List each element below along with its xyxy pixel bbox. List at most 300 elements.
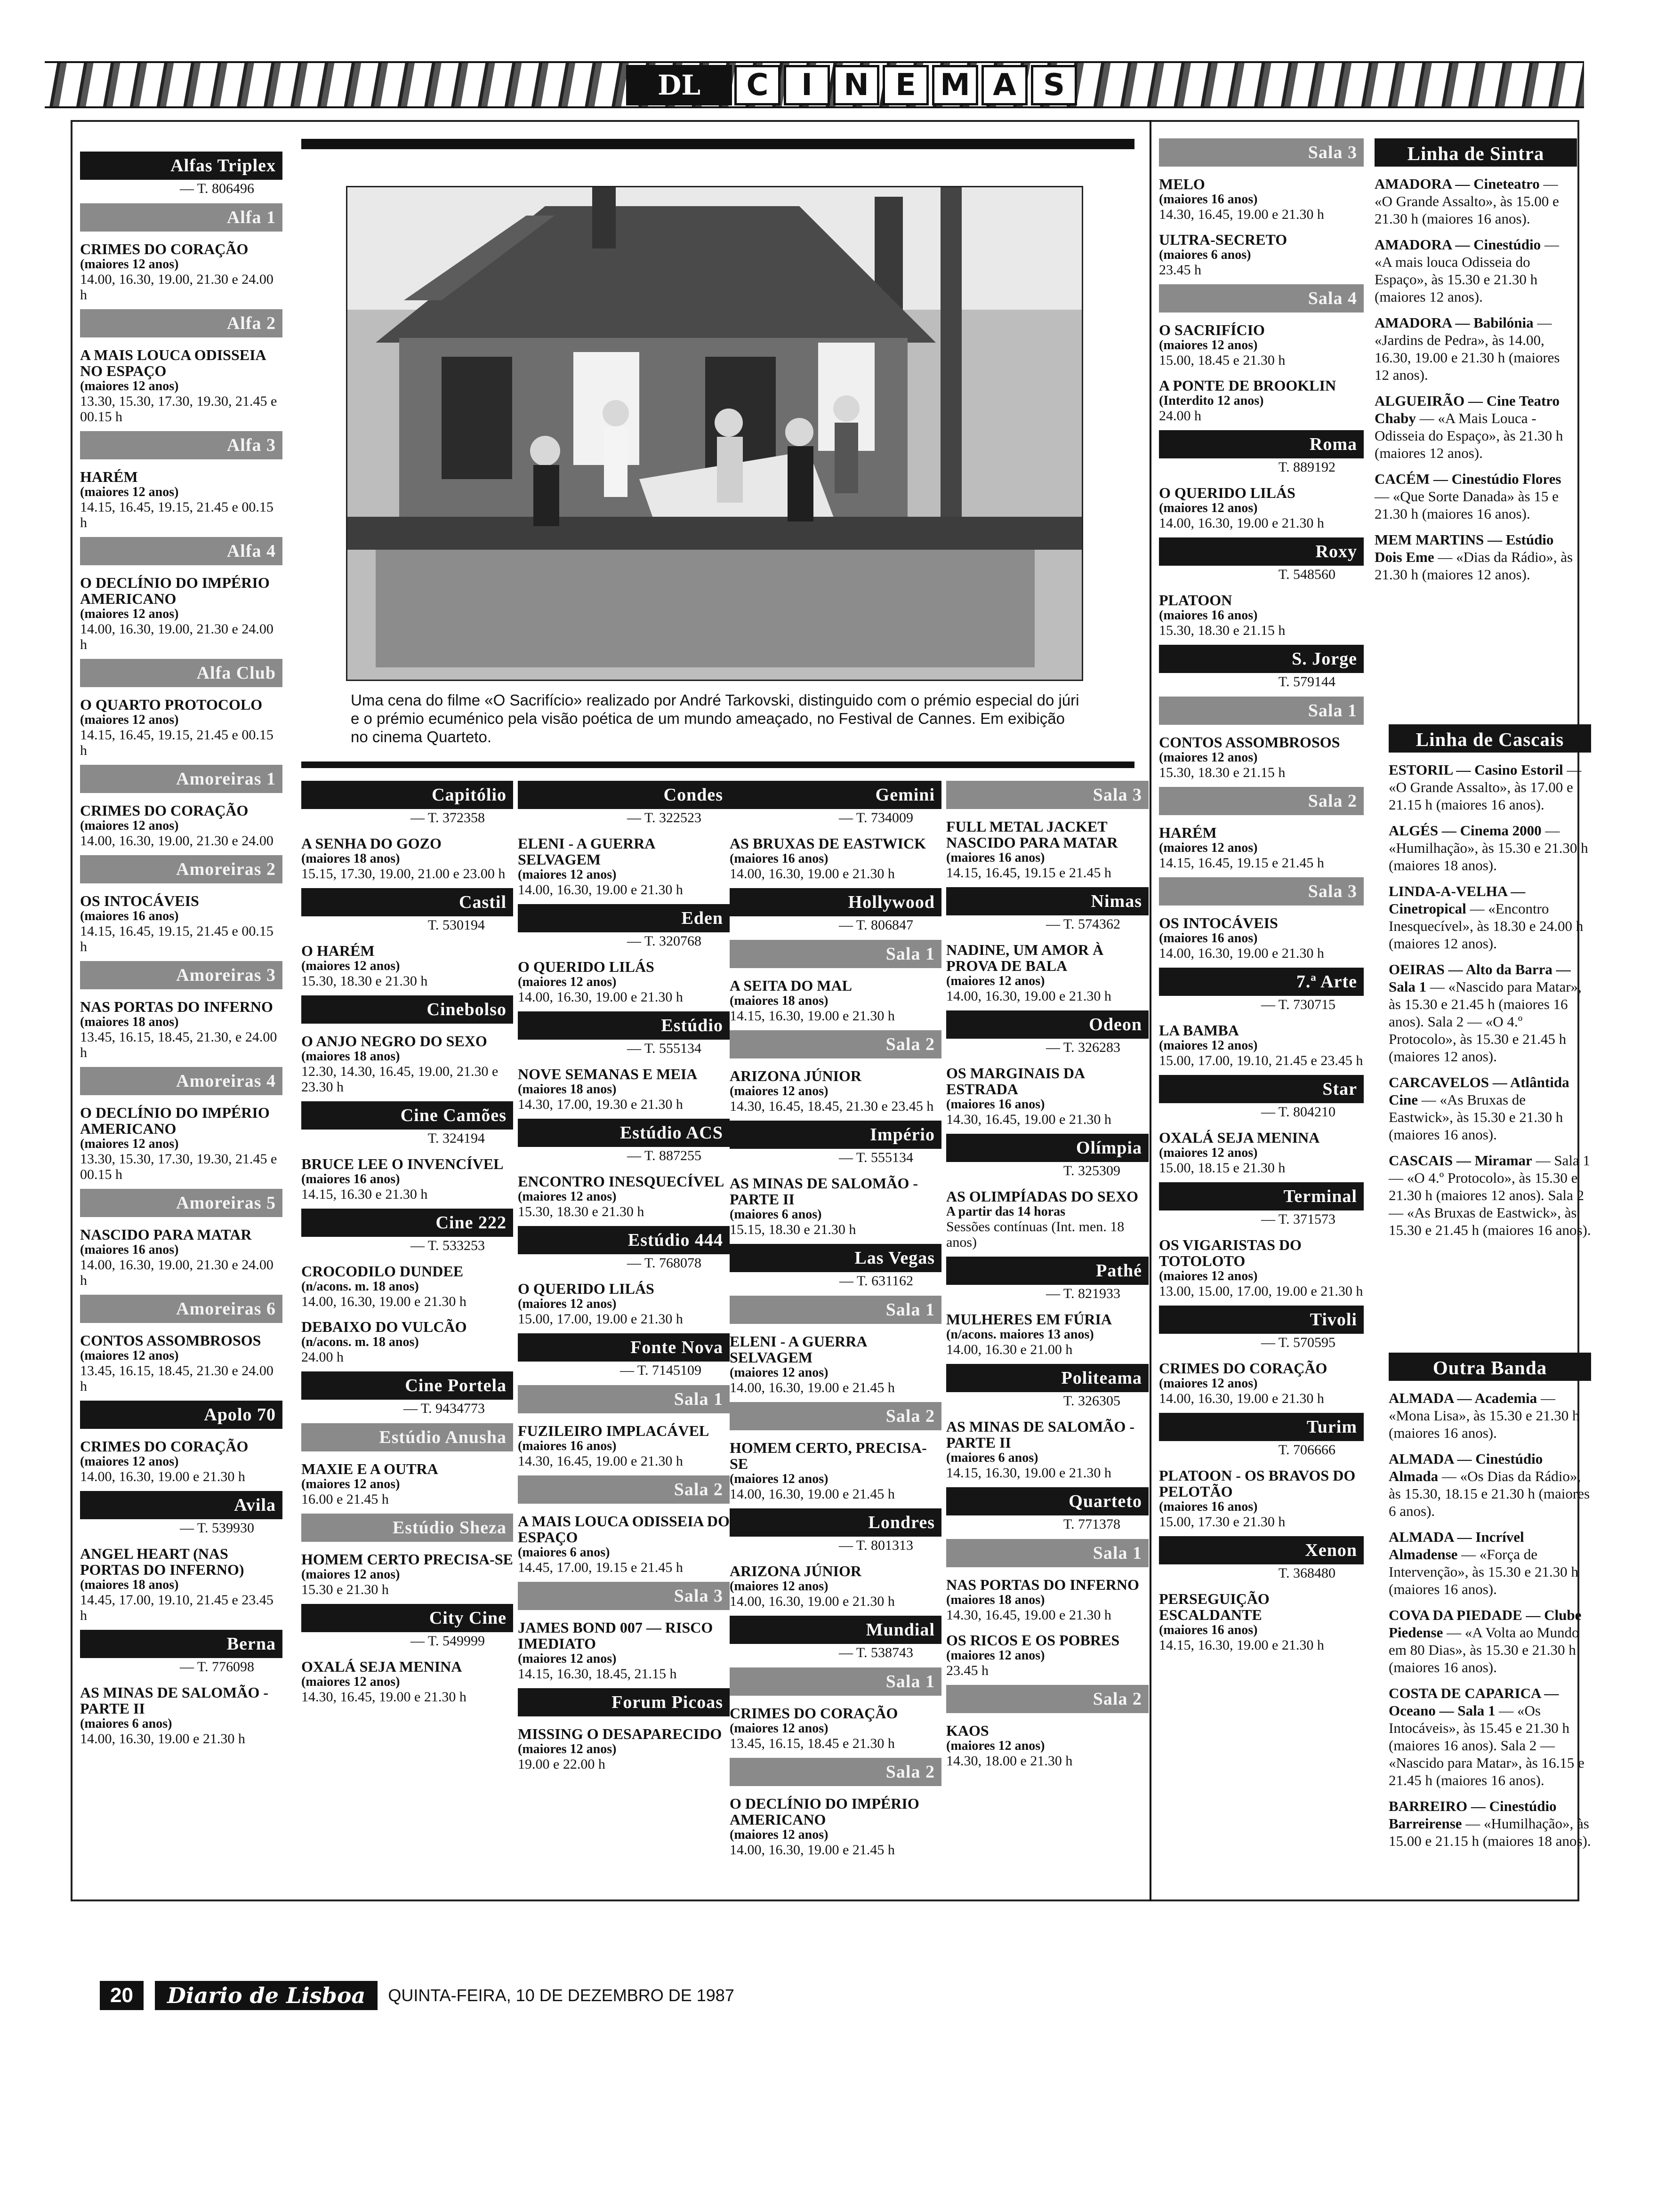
showtimes: 15.15, 18.30 e 21.30 h	[730, 1222, 856, 1237]
film-title: AS MINAS DE SALOMÃO - PARTE II	[946, 1418, 1135, 1451]
film-rating: (maiores 12 anos)	[730, 1365, 828, 1380]
cinema-header: Alfa Club	[80, 659, 282, 687]
cinema-header: Star	[1159, 1075, 1364, 1103]
film-title: AS MINAS DE SALOMÃO - PARTE II	[80, 1684, 269, 1717]
venue-name: CACÉM — Cinestúdio Flores	[1375, 471, 1561, 487]
showtimes: 15.30, 18.30 e 21.30 h	[301, 973, 428, 989]
page-footer	[100, 1979, 734, 2012]
showtimes: 14.15, 16.45, 19.15 e 21.45 h	[1159, 855, 1324, 871]
cinema-header: Estúdio ACS	[518, 1119, 730, 1147]
venue-name: ALGUEIRÃO — Cine Teatro Chaby	[1375, 393, 1560, 426]
cinema-header: Hollywood	[730, 888, 941, 916]
title-letter: C	[734, 65, 780, 105]
regional-section-outra-banda	[1389, 1346, 1591, 1850]
film-title: OS INTOCÁVEIS	[80, 892, 199, 909]
listings-column-2	[301, 774, 513, 1705]
showtimes: 23.45 h	[1159, 262, 1201, 278]
listing-details: — «A Mais Louca - Odisseia do Espaço», às 21.30 h (maiores 12 anos).	[1375, 410, 1563, 461]
cinema-phone: T. 771378	[1063, 1516, 1120, 1532]
cinema-header: Cine 222	[301, 1209, 513, 1237]
film-title: KAOS	[946, 1722, 989, 1739]
showtimes: 14.30, 16.45, 19.00 e 21.30 h	[946, 1607, 1111, 1623]
film-rating: (maiores 12 anos)	[301, 1675, 400, 1689]
cinema-phone: — T. 7145109	[619, 1362, 701, 1378]
film-rating: (maiores 12 anos)	[80, 713, 179, 727]
film-title: O DECLÍNIO DO IMPÉRIO AMERICANO	[80, 574, 270, 607]
cinema-phone: — T. 538743	[838, 1645, 913, 1660]
showtimes: 14.00, 16.30, 19.00 e 21.45 h	[730, 1842, 895, 1858]
cinema-header: Forum Picoas	[518, 1688, 730, 1716]
cinema-header: Sala 3	[1159, 138, 1364, 167]
title-letter: N	[833, 65, 879, 105]
film-title: DEBAIXO DO VULCÃO	[301, 1318, 467, 1335]
film-title: ARIZONA JÚNIOR	[730, 1563, 862, 1579]
cinema-header: Sala 2	[730, 1030, 941, 1058]
film-rating: (Interdito 12 anos)	[1159, 393, 1264, 408]
film-rating: (maiores 16 anos)	[518, 1439, 617, 1453]
showtimes: 14.00, 16.30, 19.00, 21.30 e 24.00	[80, 833, 273, 849]
regional-listing	[1375, 236, 1577, 305]
film-rating: (maiores 12 anos)	[80, 485, 179, 499]
title-letter: E	[883, 65, 929, 105]
film-rating: (maiores 12 anos)	[730, 1721, 828, 1736]
showtimes: 14.15, 16.30 e 21.30 h	[301, 1186, 428, 1202]
showtimes: 15.00, 18.45 e 21.30 h	[1159, 353, 1286, 368]
film-rating: (maiores 12 anos)	[80, 1348, 179, 1363]
cinema-header: City Cine	[301, 1604, 513, 1632]
cinema-header: Sala 2	[1159, 787, 1364, 815]
showtimes: 15.00, 17.00, 19.10, 21.45 e 23.45 h	[1159, 1053, 1363, 1068]
film-title: O DECLÍNIO DO IMPÉRIO AMERICANO	[730, 1795, 919, 1828]
cinema-header: Apolo 70	[80, 1401, 282, 1429]
cinema-header: Terminal	[1159, 1182, 1364, 1210]
film-title: ARIZONA JÚNIOR	[730, 1067, 862, 1084]
cinema-header: Sala 2	[730, 1402, 941, 1430]
film-title: CRIMES DO CORAÇÃO	[80, 240, 249, 257]
film-title: OS VIGARISTAS DO TOTOLOTO	[1159, 1236, 1302, 1269]
cinema-header: 7.ª Arte	[1159, 968, 1364, 996]
dl-logo: DL	[626, 65, 732, 105]
listing-details: — «Jardins de Pedra», às 14.00, 16.30, 19.00 e 21.30 h (maiores 12 anos).	[1375, 314, 1560, 383]
regional-section-cascais	[1389, 718, 1591, 1239]
film-rating: (maiores 18 anos)	[80, 1578, 179, 1592]
showtimes: 14.30, 16.45, 19.00 e 21.30 h	[1159, 207, 1324, 222]
film-title: O ANJO NEGRO DO SEXO	[301, 1033, 487, 1050]
showtimes: 14.30, 16.45, 18.45, 21.30 e 23.45 h	[730, 1098, 934, 1114]
showtimes: 14.15, 16.30, 19.00 e 21.30 h	[946, 1465, 1111, 1481]
venue-name: COVA DA PIEDADE — Clube Piedense	[1389, 1607, 1582, 1641]
cinema-header: Estúdio Sheza	[301, 1514, 513, 1542]
house-scene-illustration	[347, 187, 1083, 681]
showtimes: 15.30 e 21.30 h	[301, 1582, 389, 1597]
cinema-header: Cine Portela	[301, 1371, 513, 1400]
cinema-header: Sala 1	[730, 1296, 941, 1324]
film-title: PERSEGUIÇÃO ESCALDANTE	[1159, 1590, 1270, 1623]
film-rating: (maiores 6 anos)	[1159, 248, 1251, 262]
cinema-phone: — T. 821933	[1046, 1286, 1120, 1301]
film-rating: (maiores 6 anos)	[946, 1451, 1038, 1465]
cinema-header: Sala 2	[518, 1475, 730, 1504]
listings-column-5	[946, 774, 1149, 1769]
issue-date: QUINTA-FEIRA, 10 DE DEZEMBRO DE 1987	[388, 1986, 734, 2005]
cinema-header: Alfas Triplex	[80, 152, 282, 180]
film-title: O QUERIDO LILÁS	[518, 1280, 654, 1297]
showtimes: 14.00, 16.30, 19.00 e 21.30 h	[1159, 1391, 1324, 1406]
showtimes: 15.30, 18.30 e 21.15 h	[1159, 623, 1286, 638]
cinema-header: Olímpia	[946, 1134, 1149, 1162]
showtimes: 13.45, 16.15, 18.45 e 21.30 h	[730, 1736, 895, 1751]
cinema-header: Berna	[80, 1630, 282, 1658]
film-rating: (maiores 12 anos)	[946, 974, 1045, 988]
venue-name: BARREIRO — Cinestúdio Barreirense	[1389, 1798, 1557, 1832]
listing-details: — «Humilhação», às 15.00 e 21.15 h (maiores 18 anos).	[1389, 1815, 1591, 1849]
title-letter: A	[981, 65, 1028, 105]
film-title: CRIMES DO CORAÇÃO	[1159, 1360, 1327, 1377]
film-rating: (maiores 16 anos)	[1159, 608, 1258, 623]
showtimes: 14.15, 16.45, 19.15, 21.45 e 00.15 h	[80, 727, 273, 758]
cinema-phone: T. 706666	[1278, 1442, 1335, 1458]
film-title: ELENI - A GUERRA SELVAGEM	[730, 1333, 867, 1366]
film-title: NASCIDO PARA MATAR	[80, 1226, 252, 1243]
cinema-header: Amoreiras 1	[80, 765, 282, 793]
cinema-header: Turim	[1159, 1413, 1364, 1441]
cinema-header: Politeama	[946, 1364, 1149, 1392]
film-rating: (maiores 12 anos)	[80, 379, 179, 393]
regional-section-sintra	[1375, 132, 1577, 583]
film-rating: (maiores 18 anos)	[518, 1082, 617, 1097]
film-title: A SENHA DO GOZO	[301, 835, 442, 852]
cinema-header: Amoreiras 2	[80, 855, 282, 883]
cinema-phone: — T. 804210	[1261, 1104, 1335, 1120]
film-rating: A partir das 14 horas	[946, 1204, 1066, 1219]
film-title: HOMEM CERTO, PRECISA-SE	[730, 1439, 927, 1472]
film-title: ELENI - A GUERRA SELVAGEM	[518, 835, 655, 868]
cinema-header: Alfa 3	[80, 431, 282, 459]
venue-name: AMADORA — Babilónia	[1375, 314, 1534, 331]
venue-name: ALMADA — Cinestúdio Almada	[1389, 1451, 1543, 1484]
film-rating: (maiores 16 anos)	[946, 850, 1045, 865]
film-title: O HARÉM	[301, 942, 375, 959]
film-rating: (maiores 16 anos)	[730, 851, 828, 866]
film-title: A PONTE DE BROOKLIN	[1159, 377, 1336, 394]
showtimes: 14.30, 16.45, 19.00 e 21.30 h	[518, 1453, 683, 1469]
cinema-header: Cine Camões	[301, 1101, 513, 1130]
showtimes: 14.30, 17.00, 19.30 e 21.30 h	[518, 1097, 683, 1112]
film-rating: (maiores 12 anos)	[301, 1567, 400, 1582]
cinema-header: Alfa 1	[80, 203, 282, 232]
film-rating: (maiores 6 anos)	[730, 1207, 822, 1222]
film-title: ANGEL HEART (NAS PORTAS DO INFERNO)	[80, 1545, 244, 1578]
film-title: NAS PORTAS DO INFERNO	[80, 998, 273, 1015]
region-header: Linha de Sintra	[1375, 138, 1577, 167]
film-rating: (n/acons. m. 18 anos)	[301, 1279, 419, 1294]
showtimes: 15.30, 18.30 e 21.30 h	[518, 1204, 644, 1219]
cinema-header: Sala 1	[730, 1667, 941, 1696]
film-title: ENCONTRO INESQUECÍVEL	[518, 1173, 724, 1190]
cinema-phone: — T. 533253	[410, 1238, 485, 1253]
title-letter: I	[784, 65, 830, 105]
cinema-header: Sala 2	[730, 1758, 941, 1786]
film-rating: (maiores 12 anos)	[730, 1579, 828, 1594]
cinema-phone: — T. 9434773	[403, 1401, 485, 1416]
film-rating: (maiores 12 anos)	[80, 257, 179, 272]
listing-details: — «A mais louca Odisseia do Espaço», às 15.30 e 21.30 h (maiores 12 anos).	[1375, 236, 1559, 305]
cinema-header: Mundial	[730, 1616, 941, 1644]
film-rating: (n/acons. maiores 13 anos)	[946, 1327, 1094, 1342]
film-title: MULHERES EM FÚRIA	[946, 1311, 1112, 1328]
photo-caption: Uma cena do filme «O Sacrifício» realizado por André Tarkovski, distinguido com o prémio especial do júri e o prémio ecuménico pela visão poética de um mundo ameaçado, no Festival de Cannes. Em exibição no cinema Quarteto.	[351, 691, 1079, 745]
showtimes: 14.00, 16.30, 19.00 e 21.30 h	[1159, 515, 1324, 531]
showtimes: 14.00, 16.30, 19.00 e 21.30 h	[730, 866, 895, 882]
listing-details: — «Dias da Rádio», às 21.30 h (maiores 12 anos).	[1375, 549, 1573, 583]
film-title: CRIMES DO CORAÇÃO	[80, 802, 249, 819]
cinema-header: Alfa 2	[80, 309, 282, 337]
listings-column-6	[1159, 132, 1364, 1653]
film-rating: (maiores 12 anos)	[518, 867, 617, 882]
listing-details: — «Encontro Inesquecível», às 18.30 e 24.00 h (maiores 12 anos).	[1389, 900, 1584, 952]
film-rating: (maiores 18 anos)	[730, 994, 828, 1008]
showtimes: 14.30, 16.45, 19.00 e 21.30 h	[946, 1112, 1111, 1127]
cinema-phone: T. 889192	[1278, 459, 1335, 475]
cinema-header: Condes	[518, 781, 730, 809]
film-title: CONTOS ASSOMBROSOS	[80, 1332, 261, 1349]
regional-listing	[1375, 175, 1577, 227]
regional-listing	[1389, 1528, 1591, 1598]
film-rating: (maiores 12 anos)	[1159, 1038, 1258, 1053]
film-title: HARÉM	[80, 468, 138, 485]
venue-name: AMADORA — Cineteatro	[1375, 176, 1540, 192]
title-letter: M	[932, 65, 978, 105]
film-title: JAMES BOND 007 — RISCO IMEDIATO	[518, 1619, 713, 1652]
cinema-header: Nimas	[946, 887, 1149, 915]
regional-listing	[1389, 1797, 1591, 1850]
film-rating: (maiores 12 anos)	[301, 1477, 400, 1491]
cinema-phone: — T. 806847	[838, 917, 913, 933]
cinema-header: Roma	[1159, 430, 1364, 458]
showtimes: 14.00, 16.30 e 21.00 h	[946, 1342, 1073, 1357]
film-title: CRIMES DO CORAÇÃO	[730, 1705, 898, 1722]
cinema-header: Odeon	[946, 1010, 1149, 1039]
listing-details: — «Nascido para Matar», às 15.30 e 21.45 h (maiores 16 anos). Sala 2 — «O 4.º Protocolo», às 15.30 e 21.45 h (maiores 12 anos).	[1389, 978, 1582, 1065]
cinema-phone: T. 579144	[1278, 674, 1335, 689]
film-title: OS RICOS E OS POBRES	[946, 1632, 1120, 1649]
film-title: PLATOON - OS BRAVOS DO PELOTÃO	[1159, 1467, 1356, 1500]
cinema-header: Sala 3	[1159, 877, 1364, 906]
cinema-phone: — T. 806496	[179, 181, 254, 196]
showtimes: 13.30, 15.30, 17.30, 19.30, 21.45 e 00.15 h	[80, 393, 277, 425]
regional-listing	[1389, 1152, 1591, 1239]
showtimes: 15.00, 17.30 e 21.30 h	[1159, 1514, 1286, 1530]
regional-listing	[1389, 761, 1591, 813]
masthead: Diario de Lisboa	[155, 1981, 378, 2010]
cinema-header: Estúdio	[518, 1011, 730, 1040]
showtimes: 24.00 h	[1159, 408, 1201, 424]
film-title: NAS PORTAS DO INFERNO	[946, 1576, 1139, 1593]
cinema-phone: — T. 768078	[627, 1255, 701, 1271]
showtimes: 14.15, 16.30, 19.00 e 21.30 h	[730, 1008, 895, 1024]
film-title: OS MARGINAIS DA ESTRADA	[946, 1065, 1085, 1098]
film-rating: (maiores 12 anos)	[518, 1651, 617, 1666]
film-rating: (maiores 18 anos)	[80, 1015, 179, 1029]
listing-details: — «O Grande Assalto», às 17.00 e 21.15 h (maiores 16 anos).	[1389, 761, 1582, 813]
cinema-phone: — T. 555134	[627, 1041, 701, 1056]
film-rating: (maiores 12 anos)	[518, 1189, 617, 1204]
cinema-phone: — T. 801313	[838, 1538, 913, 1553]
cinema-phone: T. 548560	[1278, 567, 1335, 582]
film-rating: (maiores 12 anos)	[80, 1137, 179, 1151]
film-rating: (maiores 16 anos)	[1159, 1623, 1258, 1637]
regional-listing	[1389, 822, 1591, 874]
cinema-header: Eden	[518, 904, 730, 932]
film-title: CRIMES DO CORAÇÃO	[80, 1438, 249, 1455]
showtimes: 13.30, 15.30, 17.30, 19.30, 21.45 e 00.15 h	[80, 1151, 277, 1182]
film-rating: (maiores 12 anos)	[80, 818, 179, 833]
cinema-header: Quarteto	[946, 1487, 1149, 1515]
cinema-header: Pathé	[946, 1257, 1149, 1285]
cinema-header: Tivoli	[1159, 1306, 1364, 1334]
cinema-header: Avila	[80, 1491, 282, 1519]
venue-name: LINDA-A-VELHA — Cinetropical	[1389, 883, 1526, 917]
venue-name: CASCAIS — Miramar	[1389, 1152, 1532, 1169]
top-rule	[301, 139, 1134, 149]
showtimes: 14.15, 16.30, 18.45, 21.15 h	[518, 1666, 677, 1682]
cinema-phone: T. 326305	[1063, 1393, 1120, 1409]
film-title: O QUERIDO LILÁS	[1159, 484, 1295, 501]
cinema-header: Estúdio Anusha	[301, 1423, 513, 1451]
cinema-phone: — T. 574362	[1046, 916, 1120, 932]
film-title: HOMEM CERTO PRECISA-SE	[301, 1551, 513, 1568]
film-title: MELO	[1159, 176, 1205, 192]
film-rating: (maiores 12 anos)	[80, 1454, 179, 1469]
film-title: PLATOON	[1159, 592, 1232, 609]
venue-name: AMADORA — Cinestúdio	[1375, 236, 1541, 253]
cinema-header: Estúdio 444	[518, 1226, 730, 1254]
showtimes: 15.30, 18.30 e 21.15 h	[1159, 765, 1286, 780]
film-rating: (maiores 16 anos)	[946, 1097, 1045, 1112]
film-rating: (maiores 12 anos)	[730, 1084, 828, 1098]
film-title: ULTRA-SECRETO	[1159, 231, 1287, 248]
regional-listing	[1375, 470, 1577, 522]
listing-details: — Sala 1 — «O 4.º Protocolo», às 15.30 e 21.30 h (maiores 12 anos). Sala 2 — «As Bruxas de Eastwick», às 15.30 e 21.45 h (maiores 16 anos).	[1389, 1152, 1591, 1238]
regional-listing	[1389, 882, 1591, 952]
cinema-phone: — T. 734009	[838, 810, 913, 825]
venue-name: COSTA DE CAPARICA — Oceano — Sala 1	[1389, 1685, 1559, 1719]
showtimes: 14.15, 16.45, 19.15 e 21.45 h	[946, 865, 1111, 881]
showtimes: 15.00, 17.00, 19.00 e 21.30 h	[518, 1311, 683, 1327]
film-title: FUZILEIRO IMPLACÁVEL	[518, 1422, 709, 1439]
showtimes: Sessões contínuas (Int. men. 18 anos)	[946, 1219, 1125, 1250]
listing-details: — «A Volta ao Mundo em 80 Dias», às 15.30 e 21.30 h (maiores 16 anos).	[1389, 1624, 1579, 1675]
film-title: O DECLÍNIO DO IMPÉRIO AMERICANO	[80, 1104, 270, 1137]
cinema-header: Alfa 4	[80, 537, 282, 565]
film-rating: (maiores 12 anos)	[1159, 1146, 1258, 1160]
showtimes: 16.00 e 21.45 h	[301, 1491, 389, 1507]
cinema-header: Sala 2	[946, 1685, 1149, 1713]
cinema-header: Fonte Nova	[518, 1333, 730, 1362]
film-rating: (maiores 12 anos)	[1159, 501, 1258, 515]
showtimes: 13.45, 16.15, 18.45, 21.30, e 24.00 h	[80, 1029, 277, 1060]
film-rating: (maiores 18 anos)	[301, 851, 400, 866]
film-title: NOVE SEMANAS E MEIA	[518, 1066, 698, 1082]
cinema-header: Capitólio	[301, 781, 513, 809]
film-title: HARÉM	[1159, 824, 1217, 841]
showtimes: 14.00, 16.30, 19.00, 21.30 e 24.00 h	[80, 621, 273, 652]
cinema-header: Sala 3	[946, 781, 1149, 809]
film-title: O QUERIDO LILÁS	[518, 958, 654, 975]
film-rating: (maiores 18 anos)	[301, 1049, 400, 1064]
showtimes: 14.00, 16.30, 19.00 e 21.30 h	[730, 1594, 895, 1609]
showtimes: 14.00, 16.30, 19.00 e 21.30 h	[518, 989, 683, 1005]
film-title: A SEITA DO MAL	[730, 977, 852, 994]
film-rating: (maiores 16 anos)	[1159, 192, 1258, 207]
listing-details: — «Os Dias da Rádio», às 15.30, 18.15 e 21.30 h (maiores 6 anos).	[1389, 1468, 1590, 1519]
film-rating: (maiores 16 anos)	[80, 909, 179, 923]
cinema-header: S. Jorge	[1159, 645, 1364, 673]
film-rating: (maiores 12 anos)	[301, 959, 400, 973]
listing-details: — «As Bruxas de Eastwick», às 15.30 e 21.30 h (maiores 16 anos).	[1389, 1091, 1563, 1143]
showtimes: 14.45, 17.00, 19.15 e 21.45 h	[518, 1560, 683, 1575]
film-rating: (maiores 12 anos)	[80, 607, 179, 621]
film-title: AS BRUXAS DE EASTWICK	[730, 835, 926, 852]
film-rating: (maiores 6 anos)	[80, 1716, 172, 1731]
cinema-header: Sala 3	[518, 1582, 730, 1610]
film-rating: (maiores 12 anos)	[1159, 750, 1258, 765]
cinema-phone: — T. 555134	[838, 1150, 913, 1165]
page-number: 20	[100, 1981, 144, 2010]
column-divider	[1150, 120, 1151, 1901]
film-title: OXALÁ SEJA MENINA	[301, 1658, 462, 1675]
showtimes: 13.45, 16.15, 18.45, 21.30 e 24.00 h	[80, 1363, 273, 1394]
film-rating: (maiores 12 anos)	[518, 975, 617, 989]
listing-details: — «Força de Intervenção», às 15.30 e 21.30 h (maiores 16 anos).	[1389, 1546, 1578, 1597]
regional-listing	[1389, 1606, 1591, 1676]
listing-details: — «Que Sorte Danada» às 15 e 21.30 h (maiores 16 anos).	[1375, 488, 1559, 522]
cinema-phone: — T. 631162	[839, 1273, 913, 1289]
showtimes: 14.00, 16.30, 19.00 e 21.30 h	[80, 1731, 245, 1747]
showtimes: 14.00, 16.30, 19.00, 21.30 e 24.00 h	[80, 1257, 273, 1288]
cinema-header: Xenon	[1159, 1536, 1364, 1564]
film-rating: (maiores 12 anos)	[1159, 1269, 1258, 1283]
cinema-header: Sala 1	[730, 940, 941, 968]
bottom-rule	[301, 761, 1134, 768]
showtimes: 14.00, 16.30, 19.00, 21.30 e 24.00 h	[80, 272, 273, 303]
showtimes: 14.30, 16.45, 19.00 e 21.30 h	[301, 1689, 467, 1705]
venue-name: ALGÉS — Cinema 2000	[1389, 822, 1542, 839]
cinema-header: Amoreiras 4	[80, 1067, 282, 1095]
venue-name: OEIRAS — Alto da Barra — Sala 1	[1389, 961, 1571, 995]
cinema-phone: T. 325309	[1063, 1163, 1120, 1178]
film-rating: (maiores 12 anos)	[946, 1739, 1045, 1753]
showtimes: 15.00, 18.15 e 21.30 h	[1159, 1160, 1286, 1176]
cinema-phone: — T. 322523	[627, 810, 701, 825]
cinema-phone: — T. 372358	[410, 810, 485, 825]
venue-name: ESTORIL — Casino Estoril	[1389, 761, 1563, 778]
venue-name: ALMADA — Academia	[1389, 1390, 1537, 1406]
film-rating: (maiores 12 anos)	[1159, 338, 1258, 353]
film-title: CROCODILO DUNDEE	[301, 1263, 464, 1280]
showtimes: 14.00, 16.30, 19.00 e 21.30 h	[1159, 946, 1324, 961]
listings-column-1	[80, 145, 282, 1747]
film-title: MAXIE E A OUTRA	[301, 1460, 438, 1477]
cinema-header: Sala 4	[1159, 284, 1364, 313]
showtimes: 19.00 e 22.00 h	[518, 1756, 605, 1772]
regional-listing	[1389, 961, 1591, 1065]
cinema-header: Império	[730, 1121, 941, 1149]
listing-details: — «Os Intocáveis», às 15.45 e 21.30 h (maiores 16 anos). Sala 2 — «Nascido para Matar», às 16.15 e 21.45 h (maiores 16 anos).	[1389, 1702, 1585, 1788]
regional-listing	[1389, 1389, 1591, 1442]
showtimes: 23.45 h	[946, 1663, 989, 1678]
cinema-header: Roxy	[1159, 537, 1364, 566]
